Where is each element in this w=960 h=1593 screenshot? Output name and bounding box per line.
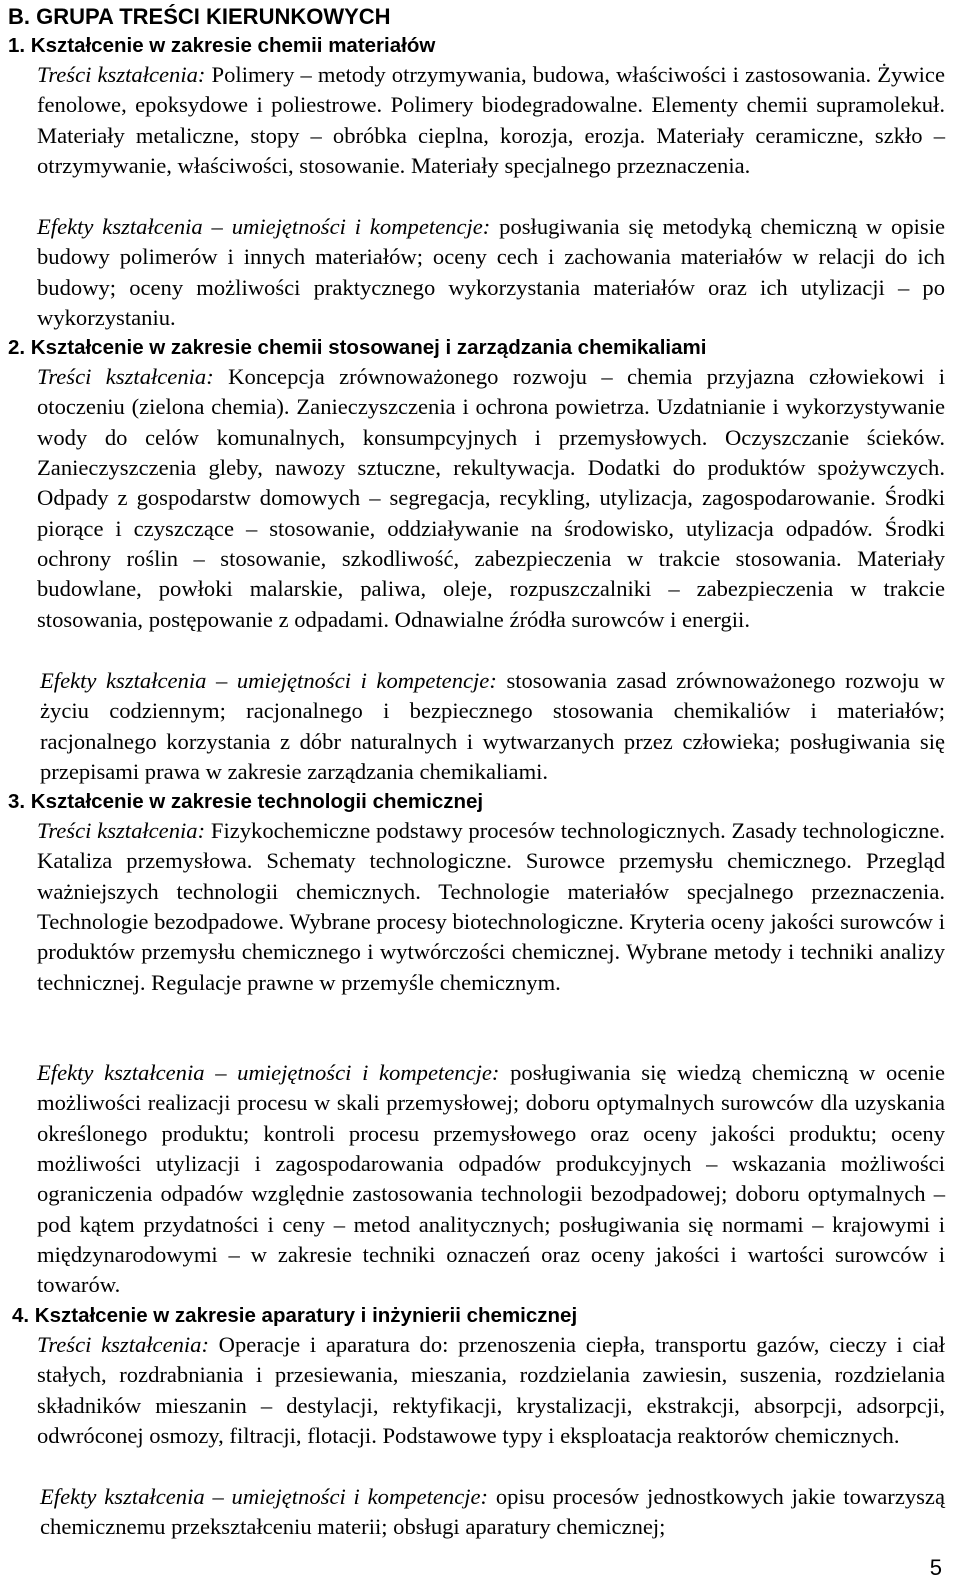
section-4-content xyxy=(37,1330,945,1451)
section-1-effects-label: Efekty kształcenia – umiejętności i kompetencje: xyxy=(37,214,491,239)
section-3-effects xyxy=(37,1058,945,1301)
section-3-content-text: Fizykochemiczne podstawy procesów technologicznych. Zasady technologiczne. Kataliza przemysłowa. Schematy technologiczne. Surowce przemysłu chemicznego. Przegląd ważniejszych technologii chemicznych. Technologie materiałów specjalnego przeznaczenia. Technologie bezodpadowe. Wybrane procesy biotechnologiczne. Kryteria oceny jakości surowców i produktów przemysłu chemicznego i wytwórczości chemicznej. Wybrane metody i techniki analizy technicznej. Regulacje prawne w przemyśle chemicznym. xyxy=(37,818,945,995)
section-1-effects xyxy=(37,212,945,333)
section-1-content-text: Polimery – metody otrzymywania, budowa, właściwości i zastosowania. Żywice fenolowe, epoksydowe i poliestrowe. Polimery biodegradowalne. Elementy chemii supramolekuł. Materiały metaliczne, stopy – obróbka cieplna, korozja, erozja. Materiały ceramiczne, szkło – otrzymywanie, właściwości, stosowanie. Materiały specjalnego przeznaczenia. xyxy=(37,62,945,179)
section-1-title: 1. Kształcenie w zakresie chemii materiałów xyxy=(8,34,436,57)
section-3-content xyxy=(37,816,945,998)
section-2-effects-text: stosowania zasad zrównoważonego rozwoju w życiu codziennym; racjonalnego i bezpiecznego stosowania chemikaliów i materiałów; racjonalnego korzystania z dóbr naturalnych i wytwarzanych przez człowieka; posługiwania się przepisami prawa w zakresie zarządzania chemikaliami. xyxy=(40,668,945,785)
section-3-effects-text: posługiwania się wiedzą chemiczną w ocenie możliwości realizacji procesu w skali przemysłowej; doboru optymalnych surowców dla uzyskania określonego produktu; kontroli procesu przemysłowego oraz oceny jakości produktu; oceny możliwości utylizacji i zagospodarowania odpadów produkcyjnych – wskazania możliwości ograniczenia odpadów względnie zastosowania technologii bezodpadowej; doboru optymalnych – pod kątem przydatności i ceny – metod analitycznych; posługiwania się normami – krajowymi i międzynarodowymi – w zakresie techniki oznaczeń oraz oceny jakości i wartości surowców i towarów. xyxy=(37,1060,945,1298)
section-2-content-label: Treści kształcenia: xyxy=(37,364,214,389)
section-3-title: 3. Kształcenie w zakresie technologii chemicznej xyxy=(8,790,484,813)
section-4-effects-label: Efekty kształcenia – umiejętności i kompetencje: xyxy=(40,1484,489,1509)
section-3-effects-label: Efekty kształcenia – umiejętności i kompetencje: xyxy=(37,1060,500,1085)
section-3-content-label: Treści kształcenia: xyxy=(37,818,206,843)
section-4-effects-text: opisu procesów jednostkowych jakie towarzyszą chemicznemu przekształceniu materii; obsługi aparatury chemicznej; xyxy=(40,1484,945,1540)
section-2-content-text: Koncepcja zrównoważonego rozwoju – chemia przyjazna człowiekowi i otoczeniu (zielona chemia). Zanieczyszczenia i ochrona powietrza. Uzdatnianie i wykorzystywanie wody do celów komunalnych, konsumpcyjnych i przemysłowych. Oczyszczanie ścieków. Zanieczyszczenia gleby, nawozy sztuczne, rekultywacja. Dodatki do produktów spożywczych. Odpady z gospodarstw domowych – segregacja, recykling, utylizacja, zagospodarowanie. Środki piorące i czyszczące – stosowanie, oddziaływanie na środowisko, utylizacja odpadów. Środki ochrony roślin – stosowanie, szkodliwość, zabezpieczenia w trakcie stosowania. Materiały budowlane, powłoki malarskie, paliwa, oleje, rozpuszczalniki – zabezpieczenia w trakcie stosowania, postępowanie z odpadami. Odnawialne źródła surowców i energii. xyxy=(37,364,945,632)
section-1-content-label: Treści kształcenia: xyxy=(37,62,206,87)
section-4-title: 4. Kształcenie w zakresie aparatury i inżynierii chemicznej xyxy=(12,1304,578,1327)
page-heading: B. GRUPA TREŚCI KIERUNKOWYCH xyxy=(8,4,391,29)
section-2-effects-label: Efekty kształcenia – umiejętności i kompetencje: xyxy=(40,668,497,693)
section-4-content-label: Treści kształcenia: xyxy=(37,1332,209,1357)
section-1-content xyxy=(37,60,945,181)
section-4-content-text: Operacje i aparatura do: przenoszenia ciepła, transportu gazów, cieczy i ciał stałych, rozdrabniania i przesiewania, mieszania, rozdzielania zawiesin, suszenia, rozdzielania składników mieszanin – destylacji, rektyfikacji, krystalizacji, ekstrakcji, absorpcji, adsorpcji, odwróconej osmozy, filtracji, flotacji. Podstawowe typy i eksploatacja reaktorów chemicznych. xyxy=(37,1332,945,1449)
section-2-content xyxy=(37,362,945,635)
section-4-effects xyxy=(40,1482,945,1543)
section-2-title: 2. Kształcenie w zakresie chemii stosowanej i zarządzania chemikaliami xyxy=(8,336,707,359)
section-2-effects xyxy=(40,666,945,787)
section-1-effects-text: posługiwania się metodyką chemiczną w opisie budowy polimerów i innych materiałów; oceny cech i zachowania materiałów w relacji do ich budowy; oceny możliwości praktycznego wykorzystania materiałów oraz ich utylizacji – po wykorzystaniu. xyxy=(37,214,945,331)
page-number: 5 xyxy=(929,1555,942,1580)
